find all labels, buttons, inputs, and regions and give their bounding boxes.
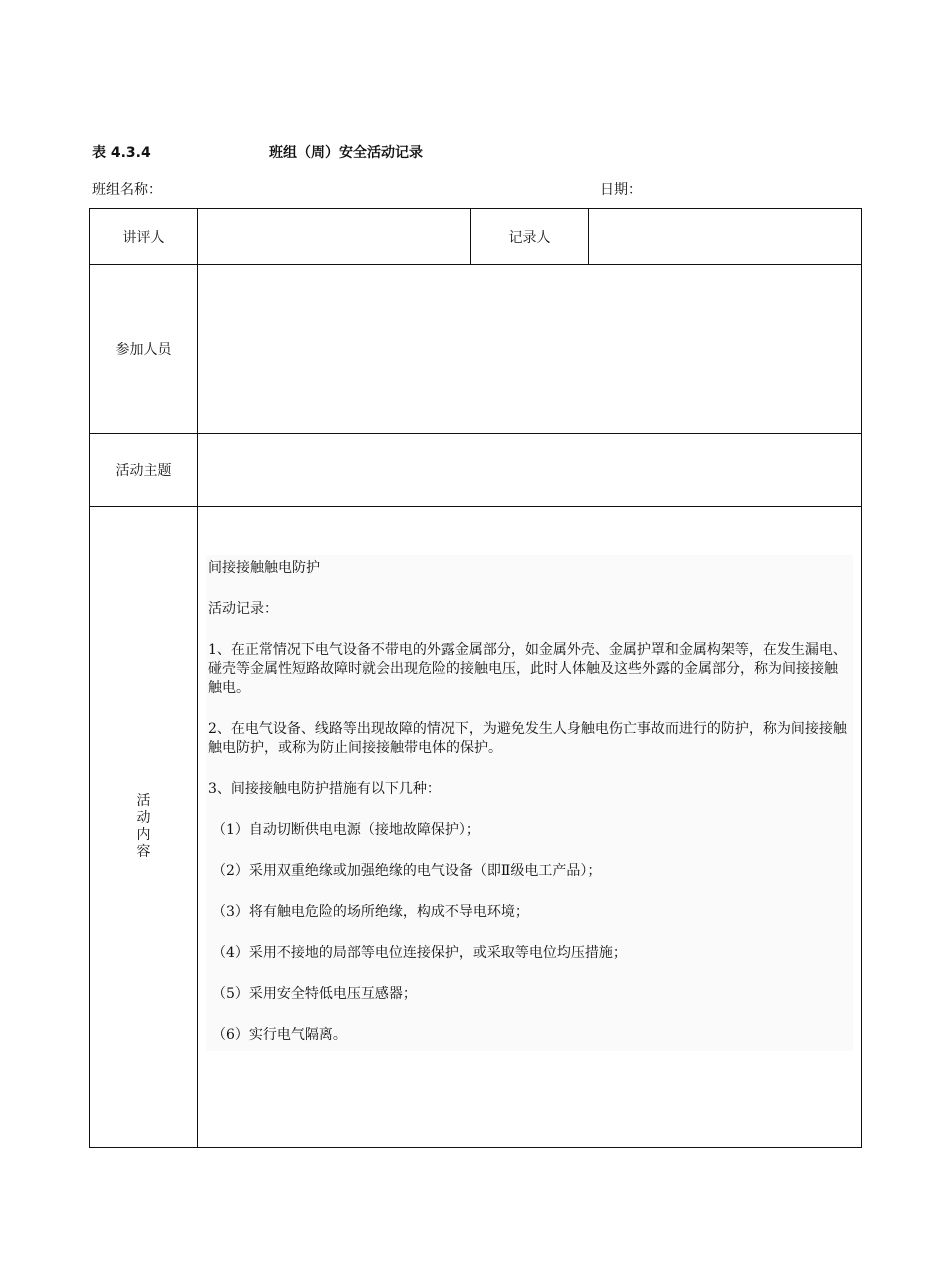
- participants-field[interactable]: [198, 265, 862, 434]
- reviewer-field[interactable]: [198, 209, 471, 265]
- measure-item: （5）采用安全特低电压互感器；: [212, 986, 417, 1002]
- measure-item: （3）将有触电危险的场所绝缘，构成不导电环境；: [212, 904, 529, 920]
- content-paragraph: 2、在电气设备、线路等出现故障的情况下，为避免发生人身触电伤亡事故而进行的防护，称为间接接触触电防护，或称为防止间接接触带电体的保护。: [208, 721, 847, 756]
- content-paragraph: 3、间接接触电防护措施有以下几种：: [208, 781, 441, 797]
- reviewer-label: 讲评人: [90, 209, 198, 265]
- activity-content: [206, 555, 853, 1051]
- table-number: 表 4.3.4: [92, 145, 151, 161]
- topic-label: 活动主题: [90, 434, 198, 507]
- topic-field[interactable]: [198, 434, 862, 507]
- recorder-field[interactable]: [589, 209, 862, 265]
- content-label: 活动内容: [136, 793, 151, 860]
- measure-item: （1）自动切断供电电源（接地故障保护）；: [212, 822, 480, 838]
- content-field[interactable]: [198, 507, 862, 1148]
- team-name-label: 班组名称：: [92, 182, 162, 198]
- date-label: 日期：: [600, 182, 642, 198]
- participants-label: 参加人员: [90, 265, 198, 434]
- measure-item: （6）实行电气隔离。: [212, 1027, 347, 1043]
- measure-item: （2）采用双重绝缘或加强绝缘的电气设备（即Ⅱ级电工产品）；: [212, 863, 602, 879]
- recorder-label: 记录人: [471, 209, 589, 265]
- activity-record-table: [89, 208, 862, 1148]
- content-heading: 间接接触触电防护: [208, 560, 320, 576]
- record-label: 活动记录：: [208, 601, 278, 617]
- document-header: [92, 142, 852, 162]
- measure-item: （4）采用不接地的局部等电位连接保护，或采取等电位均压措施；: [212, 945, 627, 961]
- content-paragraph: 1、在正常情况下电气设备不带电的外露金属部分，如金属外壳、金属护罩和金属构架等，在发生漏电、碰壳等金属性短路故障时就会出现危险的接触电压，此时人体触及这些外露的金属部分，称为间接接触触电。: [208, 642, 847, 696]
- content-label-cell: [90, 507, 198, 1148]
- document-title: 班组（周）安全活动记录: [269, 145, 423, 161]
